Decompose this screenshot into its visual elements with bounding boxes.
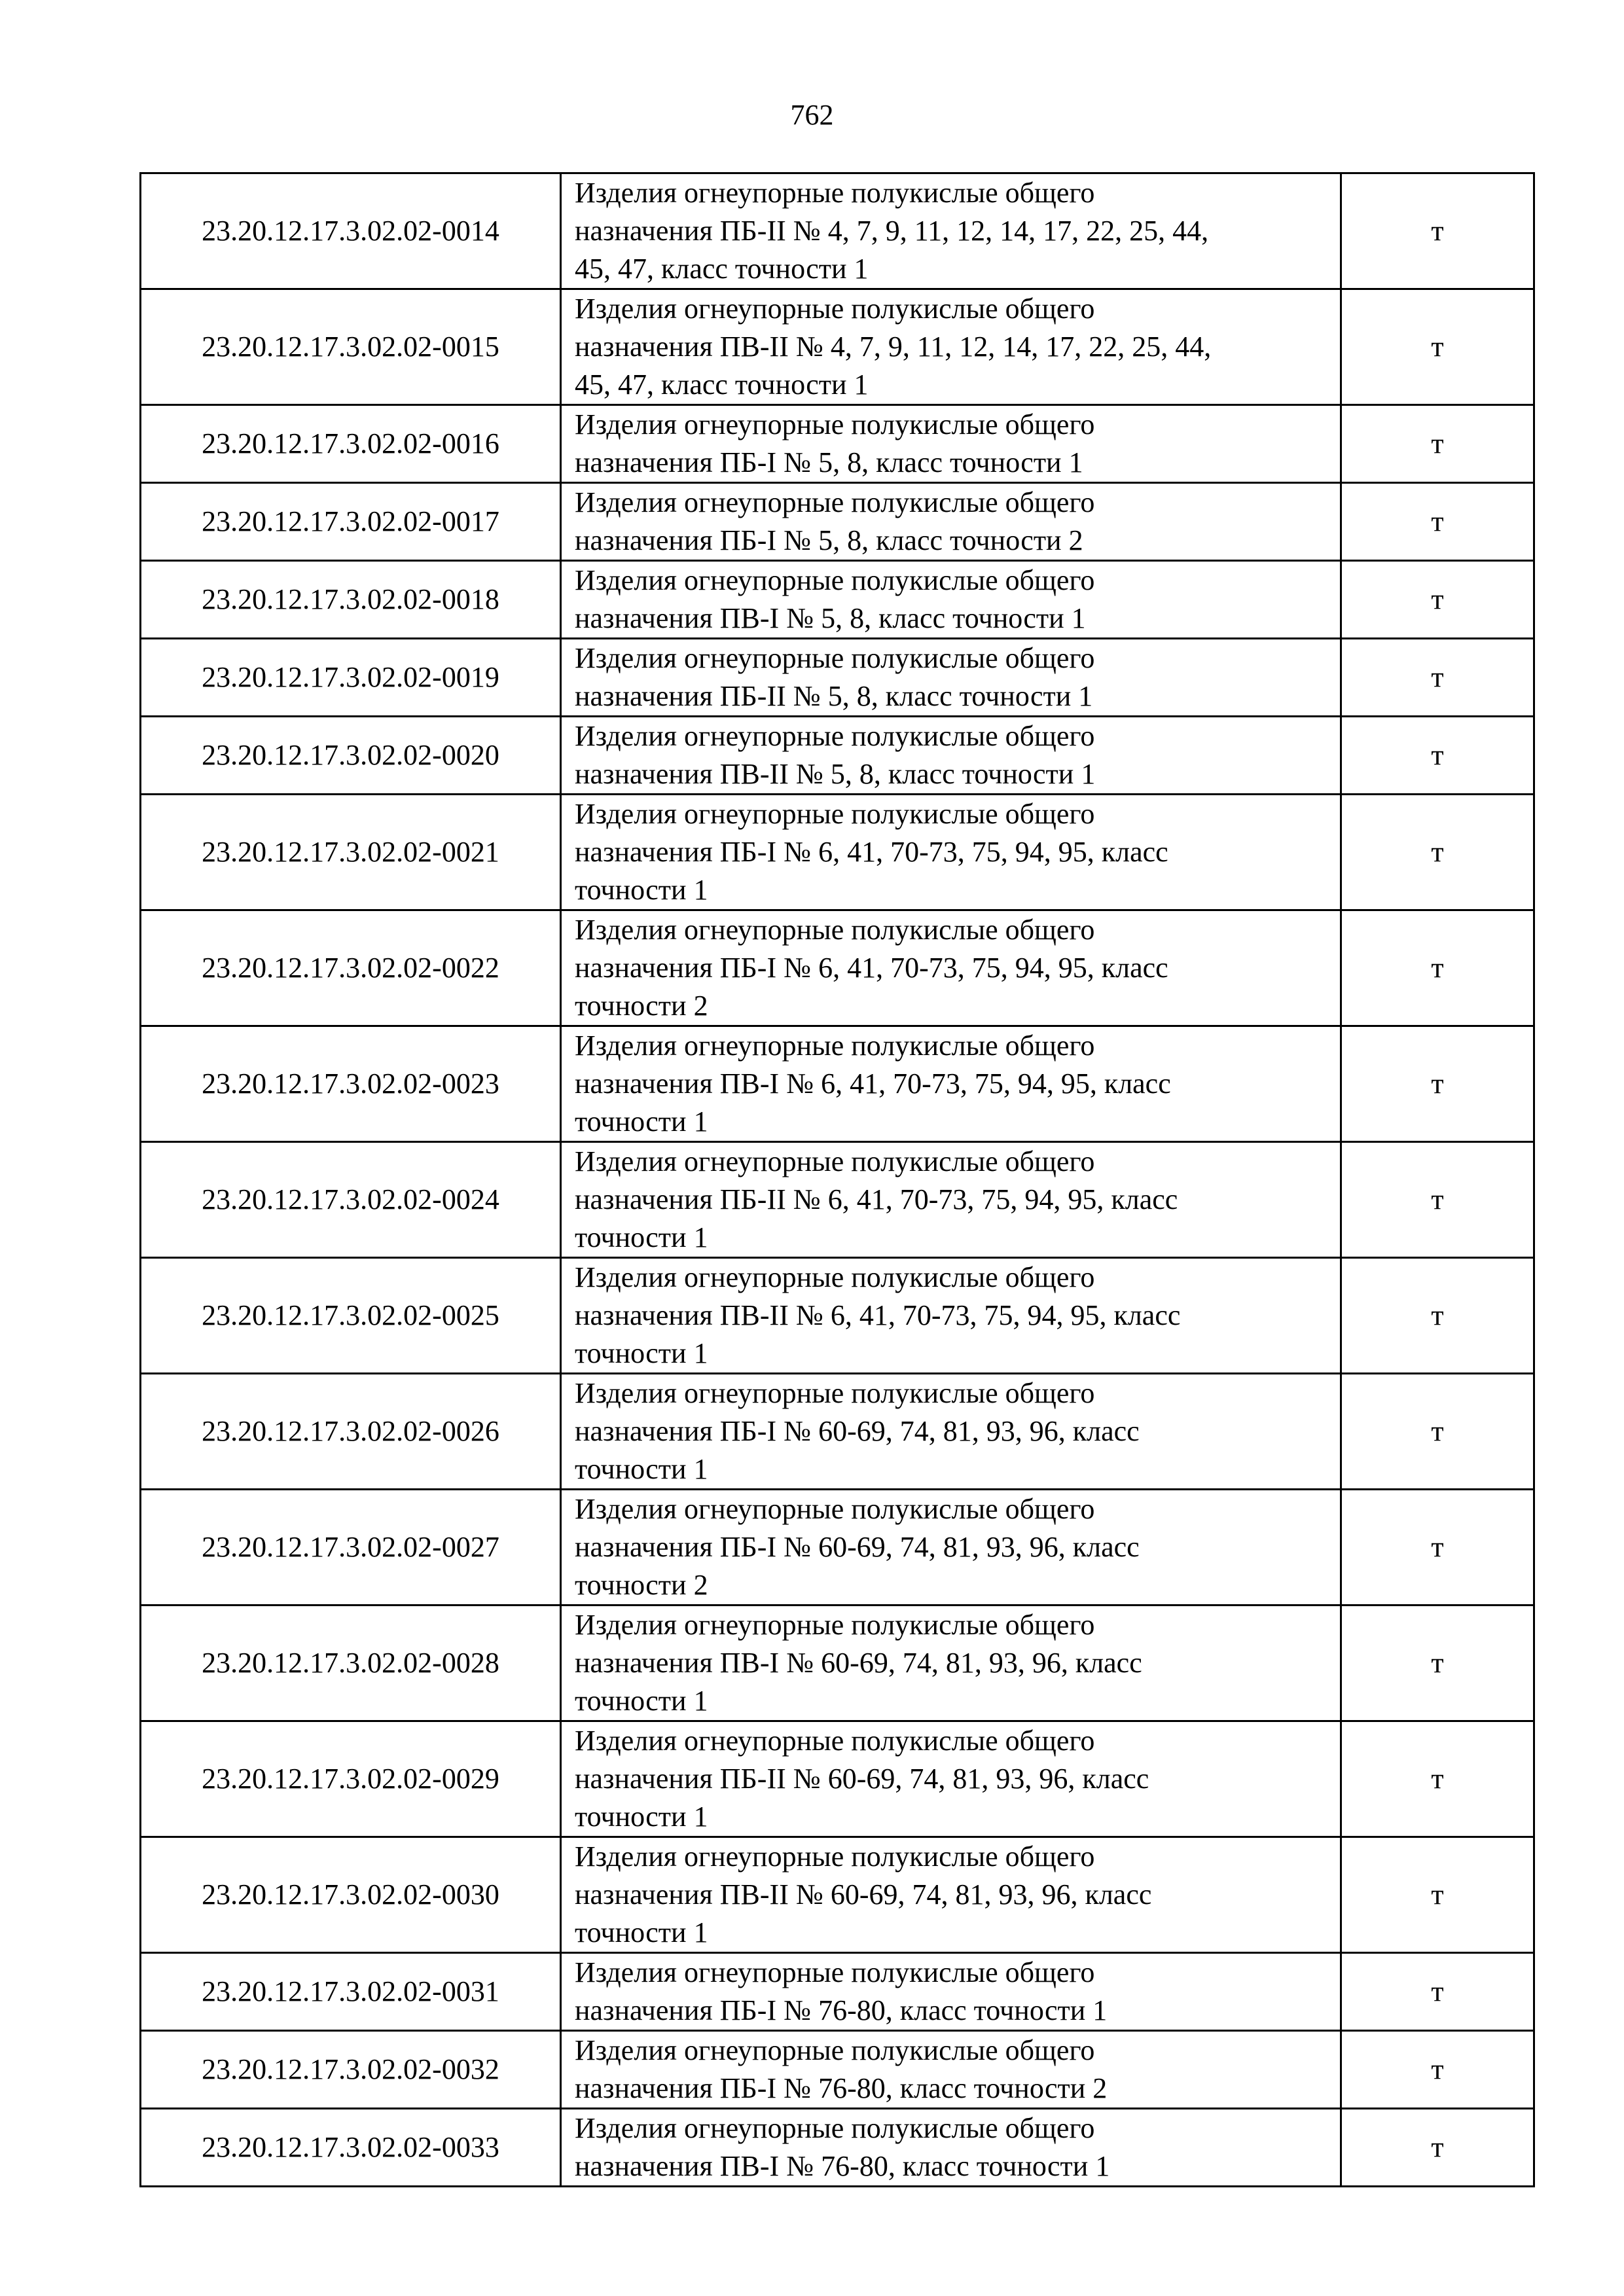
description-line: Изделия огнеупорные полукислые общего <box>575 2034 1095 2066</box>
description-line: Изделия огнеупорные полукислые общего <box>575 177 1095 209</box>
unit-cell: т <box>1341 289 1534 405</box>
table-row <box>141 1258 1534 1374</box>
resource-description-cell <box>561 1026 1341 1142</box>
description-line: Изделия огнеупорные полукислые общего <box>575 798 1095 830</box>
description-line: назначения ПБ-I № 60-69, 74, 81, 93, 96, класс <box>575 1415 1140 1447</box>
resource-code-cell: 23.20.12.17.3.02.02-0029 <box>141 1721 561 1837</box>
table-row <box>141 795 1534 910</box>
description-line: точности 1 <box>575 1801 708 1833</box>
unit-cell: т <box>1341 1026 1534 1142</box>
table-row <box>141 173 1534 289</box>
table-row <box>141 1142 1534 1258</box>
table-row <box>141 2031 1534 2109</box>
description-line: Изделия огнеупорные полукислые общего <box>575 1840 1095 1873</box>
resource-description-cell <box>561 1837 1341 1953</box>
description-line: назначения ПВ-I № 5, 8, класс точности 1 <box>575 602 1086 634</box>
description-line: Изделия огнеупорные полукислые общего <box>575 1030 1095 1062</box>
resource-code-cell: 23.20.12.17.3.02.02-0020 <box>141 717 561 795</box>
resource-description-cell <box>561 795 1341 910</box>
resource-description-cell <box>561 639 1341 717</box>
description-line: назначения ПВ-I № 60-69, 74, 81, 93, 96, класс <box>575 1647 1142 1679</box>
description-line: назначения ПБ-II № 60-69, 74, 81, 93, 96, класс <box>575 1763 1149 1795</box>
unit-cell: т <box>1341 1490 1534 1605</box>
unit-cell: т <box>1341 1374 1534 1490</box>
resource-code-cell: 23.20.12.17.3.02.02-0027 <box>141 1490 561 1605</box>
table-row <box>141 483 1534 561</box>
description-line: точности 1 <box>575 1453 708 1485</box>
unit-cell: т <box>1341 1721 1534 1837</box>
resource-description-cell <box>561 1490 1341 1605</box>
description-line: назначения ПВ-II № 5, 8, класс точности 1 <box>575 758 1096 790</box>
resource-code-cell: 23.20.12.17.3.02.02-0023 <box>141 1026 561 1142</box>
description-line: назначения ПБ-I № 6, 41, 70-73, 75, 94, 95, класс <box>575 836 1168 868</box>
description-line: точности 1 <box>575 1337 708 1369</box>
description-line: Изделия огнеупорные полукислые общего <box>575 486 1095 518</box>
table-row <box>141 289 1534 405</box>
resource-code-cell: 23.20.12.17.3.02.02-0016 <box>141 405 561 483</box>
unit-cell: т <box>1341 405 1534 483</box>
unit-cell: т <box>1341 2109 1534 2187</box>
description-line: назначения ПБ-II № 4, 7, 9, 11, 12, 14, 17, 22, 25, 44, <box>575 215 1209 247</box>
table-row <box>141 1837 1534 1953</box>
unit-cell: т <box>1341 1837 1534 1953</box>
description-line: назначения ПБ-I № 5, 8, класс точности 2 <box>575 524 1083 556</box>
resource-code-cell: 23.20.12.17.3.02.02-0028 <box>141 1605 561 1721</box>
unit-cell: т <box>1341 795 1534 910</box>
description-line: Изделия огнеупорные полукислые общего <box>575 642 1095 674</box>
description-line: точности 1 <box>575 874 708 906</box>
table-body <box>141 173 1534 2187</box>
page-number: 762 <box>790 99 834 131</box>
resource-code-cell: 23.20.12.17.3.02.02-0022 <box>141 910 561 1026</box>
resource-code-cell: 23.20.12.17.3.02.02-0032 <box>141 2031 561 2109</box>
description-line: Изделия огнеупорные полукислые общего <box>575 408 1095 440</box>
table-row <box>141 1026 1534 1142</box>
unit-cell: т <box>1341 173 1534 289</box>
resource-description-cell <box>561 1258 1341 1374</box>
table-row <box>141 2109 1534 2187</box>
description-line: Изделия огнеупорные полукислые общего <box>575 293 1095 325</box>
description-line: Изделия огнеупорные полукислые общего <box>575 1609 1095 1641</box>
description-line: Изделия огнеупорные полукислые общего <box>575 1145 1095 1177</box>
description-line: точности 1 <box>575 1685 708 1717</box>
resource-code-cell: 23.20.12.17.3.02.02-0025 <box>141 1258 561 1374</box>
resource-code-cell: 23.20.12.17.3.02.02-0018 <box>141 561 561 639</box>
resource-description-cell <box>561 1953 1341 2031</box>
resource-description-cell <box>561 717 1341 795</box>
description-line: назначения ПБ-I № 76-80, класс точности 2 <box>575 2072 1108 2104</box>
table-row <box>141 1605 1534 1721</box>
unit-cell: т <box>1341 1605 1534 1721</box>
description-line: 45, 47, класс точности 1 <box>575 253 869 285</box>
unit-cell: т <box>1341 561 1534 639</box>
description-line: назначения ПВ-II № 6, 41, 70-73, 75, 94, 95, класс <box>575 1299 1181 1331</box>
resource-description-cell <box>561 1721 1341 1837</box>
table-row <box>141 717 1534 795</box>
unit-cell: т <box>1341 1953 1534 2031</box>
resource-description-cell <box>561 483 1341 561</box>
resource-code-cell: 23.20.12.17.3.02.02-0015 <box>141 289 561 405</box>
description-line: назначения ПВ-II № 4, 7, 9, 11, 12, 14, 17, 22, 25, 44, <box>575 331 1212 363</box>
description-line: точности 2 <box>575 990 708 1022</box>
description-line: точности 1 <box>575 1916 708 1948</box>
unit-cell: т <box>1341 1142 1534 1258</box>
resource-code-cell: 23.20.12.17.3.02.02-0021 <box>141 795 561 910</box>
unit-cell: т <box>1341 717 1534 795</box>
description-line: точности 2 <box>575 1569 708 1601</box>
resource-code-cell: 23.20.12.17.3.02.02-0019 <box>141 639 561 717</box>
table-row <box>141 561 1534 639</box>
table-row <box>141 1490 1534 1605</box>
resource-description-cell <box>561 910 1341 1026</box>
resource-code-cell: 23.20.12.17.3.02.02-0024 <box>141 1142 561 1258</box>
resource-description-cell <box>561 1142 1341 1258</box>
table-row <box>141 639 1534 717</box>
description-line: назначения ПБ-I № 6, 41, 70-73, 75, 94, 95, класс <box>575 952 1168 984</box>
resource-code-cell: 23.20.12.17.3.02.02-0014 <box>141 173 561 289</box>
description-line: Изделия огнеупорные полукислые общего <box>575 1725 1095 1757</box>
resource-description-cell <box>561 1374 1341 1490</box>
unit-cell: т <box>1341 910 1534 1026</box>
description-line: Изделия огнеупорные полукислые общего <box>575 1261 1095 1293</box>
description-line: назначения ПВ-I № 76-80, класс точности 1 <box>575 2150 1110 2182</box>
resource-code-cell: 23.20.12.17.3.02.02-0031 <box>141 1953 561 2031</box>
resource-description-cell <box>561 173 1341 289</box>
table-row <box>141 1374 1534 1490</box>
description-line: точности 1 <box>575 1221 708 1253</box>
description-line: точности 1 <box>575 1105 708 1138</box>
unit-cell: т <box>1341 639 1534 717</box>
resource-description-cell <box>561 2109 1341 2187</box>
description-line: Изделия огнеупорные полукислые общего <box>575 1956 1095 1988</box>
unit-cell: т <box>1341 2031 1534 2109</box>
resource-code-cell: 23.20.12.17.3.02.02-0017 <box>141 483 561 561</box>
resource-code-cell: 23.20.12.17.3.02.02-0026 <box>141 1374 561 1490</box>
description-line: 45, 47, класс точности 1 <box>575 368 869 401</box>
description-line: Изделия огнеупорные полукислые общего <box>575 914 1095 946</box>
description-line: назначения ПБ-II № 5, 8, класс точности 1 <box>575 680 1093 712</box>
table-row <box>141 910 1534 1026</box>
description-line: назначения ПБ-I № 76-80, класс точности 1 <box>575 1994 1108 2026</box>
description-line: Изделия огнеупорные полукислые общего <box>575 720 1095 752</box>
unit-cell: т <box>1341 483 1534 561</box>
resource-description-cell <box>561 561 1341 639</box>
table-row <box>141 1721 1534 1837</box>
description-line: Изделия огнеупорные полукислые общего <box>575 1493 1095 1525</box>
description-line: назначения ПБ-I № 60-69, 74, 81, 93, 96, класс <box>575 1531 1140 1563</box>
resource-description-cell <box>561 405 1341 483</box>
unit-cell: т <box>1341 1258 1534 1374</box>
resource-description-cell <box>561 1605 1341 1721</box>
resource-code-cell: 23.20.12.17.3.02.02-0030 <box>141 1837 561 1953</box>
resource-description-cell <box>561 289 1341 405</box>
description-line: назначения ПБ-II № 6, 41, 70-73, 75, 94, 95, класс <box>575 1183 1178 1215</box>
description-line: назначения ПВ-II № 60-69, 74, 81, 93, 96, класс <box>575 1878 1152 1910</box>
description-line: назначения ПВ-I № 6, 41, 70-73, 75, 94, 95, класс <box>575 1067 1171 1100</box>
resource-code-cell: 23.20.12.17.3.02.02-0033 <box>141 2109 561 2187</box>
table-row <box>141 405 1534 483</box>
description-line: Изделия огнеупорные полукислые общего <box>575 564 1095 596</box>
resource-table <box>139 172 1535 2187</box>
description-line: Изделия огнеупорные полукислые общего <box>575 1377 1095 1409</box>
resource-description-cell <box>561 2031 1341 2109</box>
table-row <box>141 1953 1534 2031</box>
description-line: Изделия огнеупорные полукислые общего <box>575 2112 1095 2144</box>
description-line: назначения ПБ-I № 5, 8, класс точности 1 <box>575 446 1083 478</box>
